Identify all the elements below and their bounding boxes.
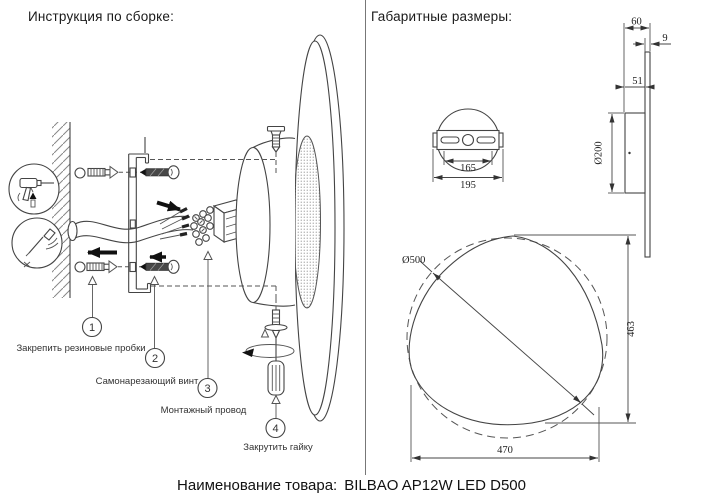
step-label: Самонарезающий винт xyxy=(95,376,199,387)
dim-470: 470 xyxy=(497,445,513,456)
dim-195: 195 xyxy=(460,180,476,191)
rotation-arrow xyxy=(242,345,294,358)
self-tapping-screw-bottom xyxy=(140,260,179,273)
step-number: 3 xyxy=(204,383,211,395)
self-tapping-screw-top xyxy=(140,166,179,179)
lamp-side-view xyxy=(594,17,672,258)
assembly-arrows xyxy=(88,203,180,258)
dim-463: 463 xyxy=(626,321,637,337)
product-name-value: BILBAO AP12W LED D500 xyxy=(344,477,526,494)
dimensions-title: Габаритные размеры: xyxy=(371,9,513,24)
wall xyxy=(52,122,85,298)
lamp-diffuser-ring xyxy=(294,136,321,308)
step-label: Закрутить гайку xyxy=(243,442,313,453)
up-arrow-icon xyxy=(262,330,269,338)
step-2-callout xyxy=(96,277,199,388)
drill-detail-circle xyxy=(9,164,59,214)
wall-plug-bottom xyxy=(87,261,117,273)
bracket-top-view xyxy=(433,109,503,191)
product-name-line xyxy=(0,477,703,494)
step-label: Монтажный провод xyxy=(160,405,247,416)
screwdriver-detail-circle xyxy=(12,218,62,268)
assembly-diagram xyxy=(9,35,344,453)
assembly-title: Инструкция по сборке: xyxy=(28,9,175,24)
step-1-callout xyxy=(16,277,145,355)
dim-60: 60 xyxy=(631,16,642,28)
lamp-front-view xyxy=(402,235,637,462)
dim-51: 51 xyxy=(632,76,643,87)
dimensions-diagram xyxy=(402,17,671,463)
step-number: 4 xyxy=(272,423,279,435)
dim-9: 9 xyxy=(662,33,668,44)
step-number: 1 xyxy=(88,322,96,334)
dim-d500: Ø500 xyxy=(402,255,426,266)
step-number: 2 xyxy=(151,353,159,365)
step-label: Закрепить резиновые пробки xyxy=(16,343,146,354)
dim-d200: Ø200 xyxy=(593,141,605,165)
dim-165: 165 xyxy=(460,163,476,174)
wall-plug-top xyxy=(88,167,118,179)
knurled-nut xyxy=(268,361,284,395)
step-3-callout xyxy=(161,252,247,417)
product-name-label: Наименование товара: xyxy=(177,477,338,494)
lamp-body xyxy=(236,138,295,306)
step-4-callout xyxy=(243,396,313,454)
